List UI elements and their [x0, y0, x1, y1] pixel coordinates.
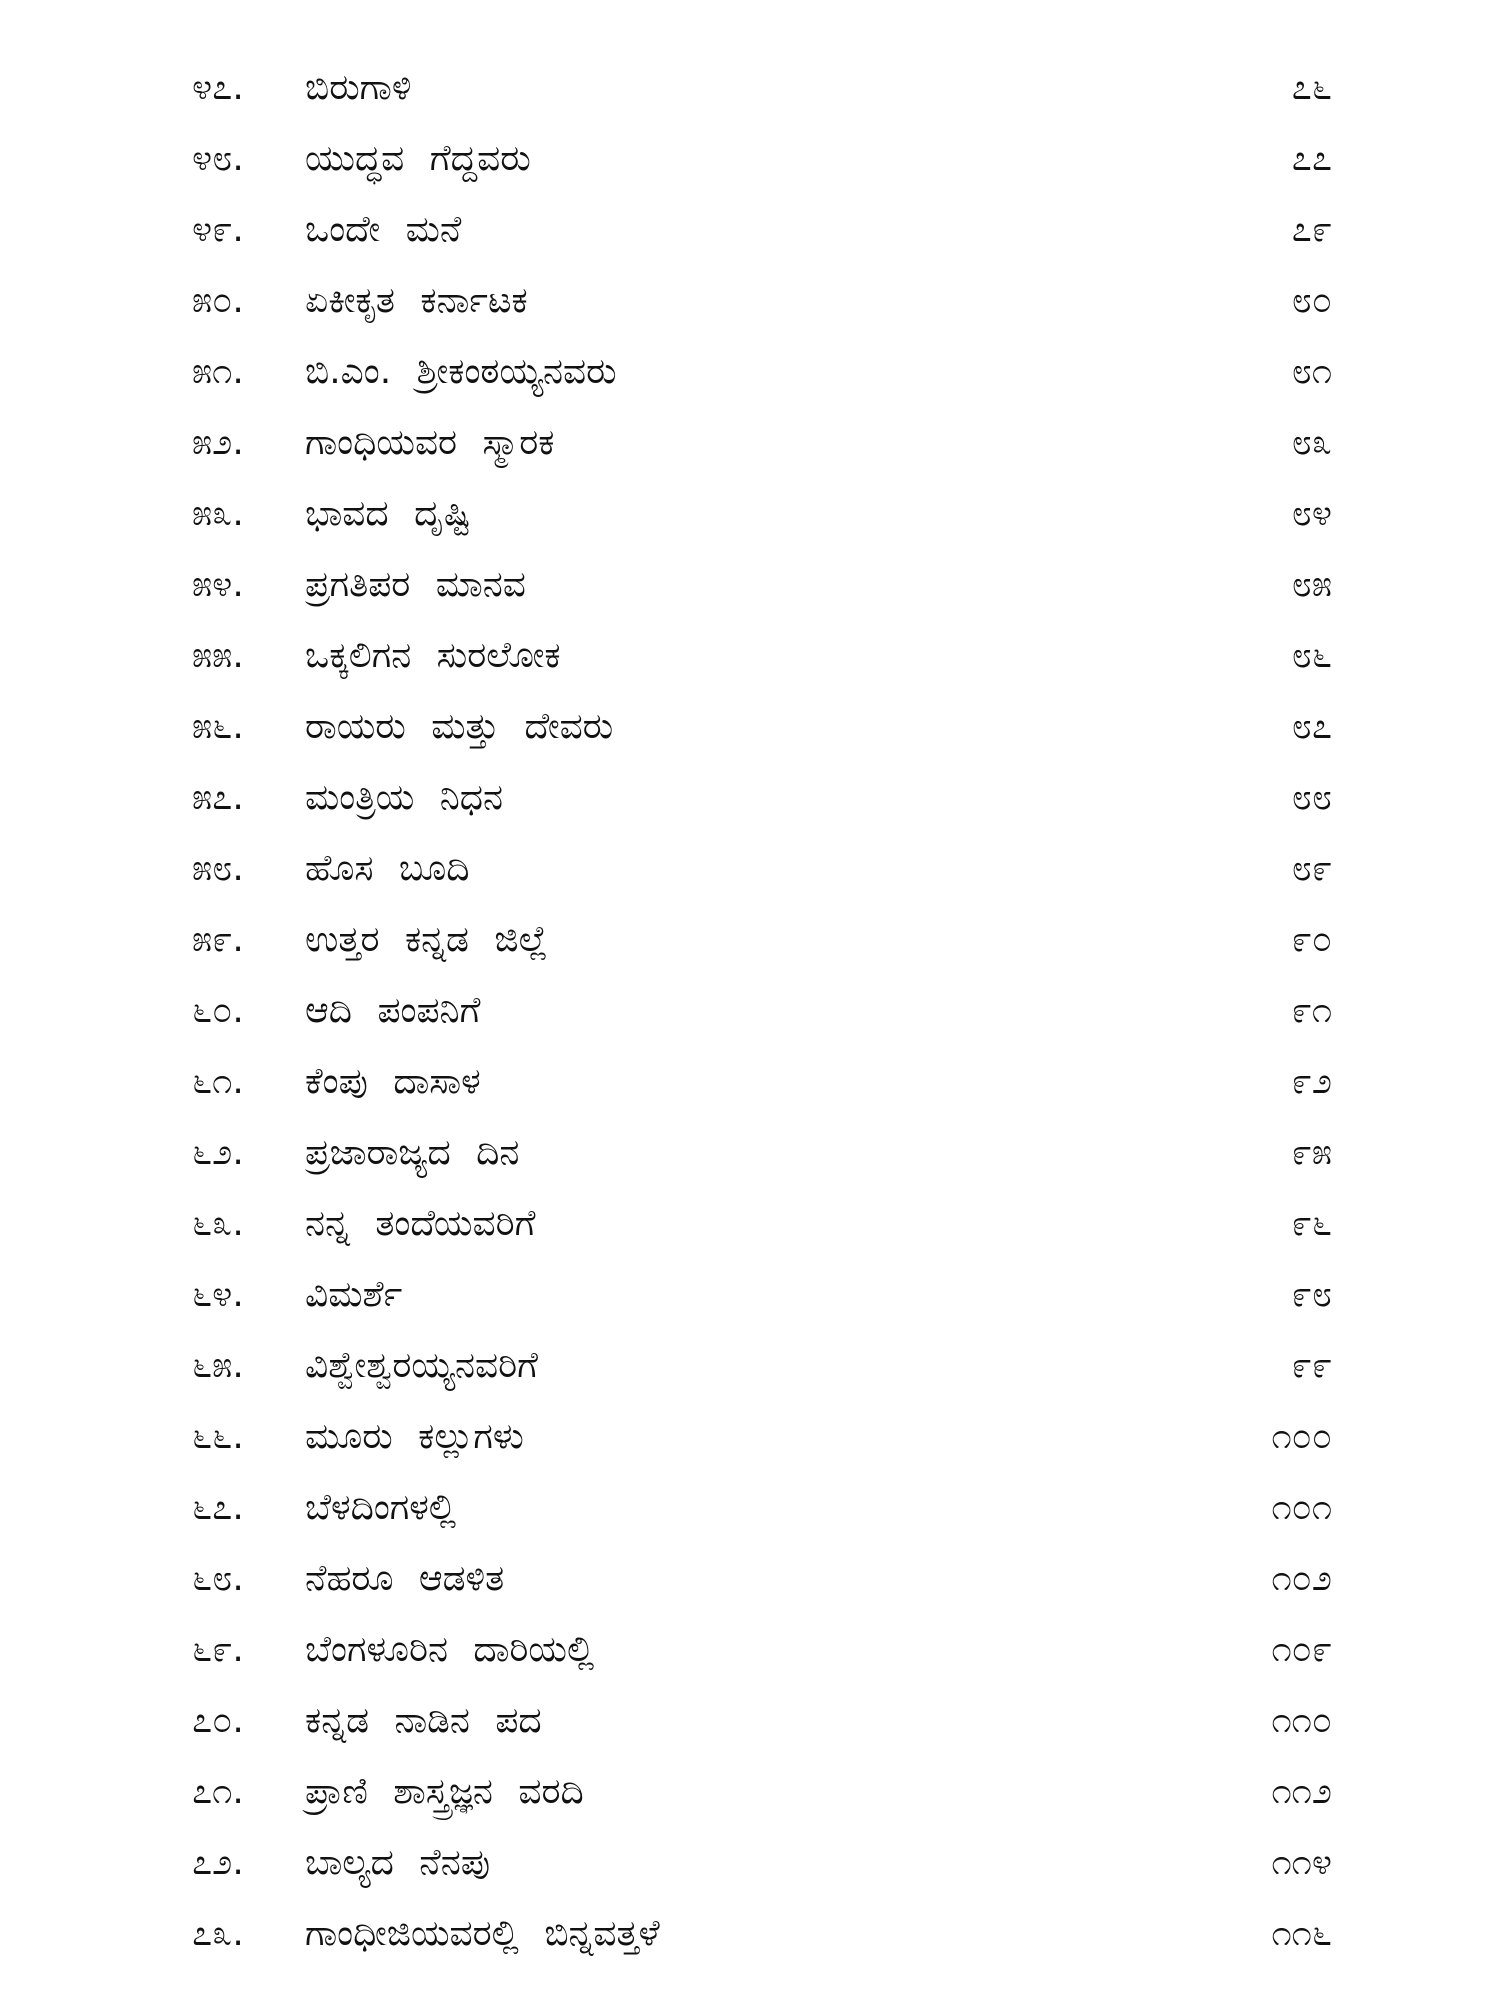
- entry-title: ಗಾಂಧಿಯವರ ಸ್ಮಾರಕ: [305, 422, 555, 463]
- entry-page: ೭೯: [1291, 209, 1332, 250]
- entry-title: ಕನ್ನಡ ನಾಡಿನ ಪದ: [305, 1700, 542, 1741]
- entry-page: ೮೭: [1291, 706, 1332, 747]
- entry-page: ೮೩: [1291, 422, 1332, 463]
- toc-entry: [0, 265, 1500, 336]
- entry-title: ಬಿ.ಎಂ. ಶ್ರೀಕಂಠಯ್ಯನವರು: [305, 351, 617, 392]
- entry-number: ೫೭.: [192, 777, 244, 818]
- toc-entry: [0, 1827, 1500, 1898]
- toc-entry: [0, 620, 1500, 691]
- toc-entry: [0, 1898, 1500, 1969]
- entry-title: ಬೆಳದಿಂಗಳಲ್ಲಿ: [305, 1487, 457, 1528]
- entry-page: ೭೭: [1291, 138, 1332, 179]
- toc-entry: [0, 549, 1500, 620]
- entry-number: ೭೦.: [192, 1700, 244, 1741]
- entry-title: ಕೆಂಪು ದಾಸಾಳ: [305, 1061, 481, 1102]
- entry-number: ೫೧.: [192, 351, 244, 392]
- entry-number: ೫೪.: [192, 564, 244, 605]
- entry-title: ಯುದ್ಧವ ಗೆದ್ದವರು: [305, 138, 531, 179]
- toc-entry: [0, 1401, 1500, 1472]
- toc-entry: [0, 1543, 1500, 1614]
- entry-page: ೧೦೨: [1271, 1558, 1332, 1599]
- entry-title: ಗಾಂಧೀಜಿಯವರಲ್ಲಿ ಬಿನ್ನವತ್ತಳೆ: [305, 1913, 660, 1954]
- entry-page: ೯೯: [1291, 1345, 1332, 1386]
- entry-number: ೬೯.: [192, 1629, 244, 1670]
- entry-number: ೪೭.: [192, 67, 244, 108]
- entry-number: ೬೩.: [192, 1203, 244, 1244]
- toc-entry: [0, 336, 1500, 407]
- toc-entry: [0, 1614, 1500, 1685]
- entry-page: ೧೦೦: [1271, 1416, 1332, 1457]
- entry-title: ಬಿರುಗಾಳಿ: [305, 67, 412, 108]
- entry-number: ೫೮.: [192, 848, 244, 889]
- entry-title: ನನ್ನ ತಂದೆಯವರಿಗೆ: [305, 1203, 536, 1244]
- entry-title: ಒಂದೇ ಮನೆ: [305, 209, 462, 250]
- entry-title: ಮಂತ್ರಿಯ ನಿಧನ: [305, 777, 504, 818]
- entry-page: ೮೧: [1291, 351, 1332, 392]
- entry-page: ೮೯: [1291, 848, 1332, 889]
- toc-entry: [0, 407, 1500, 478]
- entry-page: ೭೬: [1291, 67, 1332, 108]
- entry-page: ೧೧೬: [1271, 1913, 1332, 1954]
- entry-page: ೯೫: [1291, 1132, 1332, 1173]
- toc-entry: [0, 1259, 1500, 1330]
- entry-page: ೯೦: [1291, 919, 1332, 960]
- entry-number: ೬೨.: [192, 1132, 244, 1173]
- entry-page: ೯೬: [1291, 1203, 1332, 1244]
- entry-number: ೪೮.: [192, 138, 244, 179]
- entry-title: ರಾಯರು ಮತ್ತು ದೇವರು: [305, 706, 614, 747]
- entry-page: ೮೮: [1291, 777, 1332, 818]
- entry-number: ೬೪.: [192, 1274, 244, 1315]
- entry-page: ೧೧೨: [1271, 1771, 1332, 1812]
- entry-title: ಬಾಲ್ಯದ ನೆನಪು: [305, 1842, 491, 1883]
- entry-number: ೬೦.: [192, 990, 244, 1031]
- table-of-contents: [0, 52, 1500, 1972]
- toc-entry: [0, 123, 1500, 194]
- toc-entry: [0, 194, 1500, 265]
- entry-title: ನೆಹರೂ ಆಡಳಿತ: [305, 1558, 505, 1599]
- entry-title: ಒಕ್ಕಲಿಗನ ಸುರಲೋಕ: [305, 635, 561, 676]
- entry-page: ೯೨: [1291, 1061, 1332, 1102]
- entry-number: ೬೭.: [192, 1487, 244, 1528]
- entry-page: ೮೫: [1291, 564, 1332, 605]
- entry-title: ಬೆಂಗಳೂರಿನ ದಾರಿಯಲ್ಲಿ: [305, 1629, 595, 1670]
- toc-entry: [0, 1756, 1500, 1827]
- entry-page: ೧೦೯: [1271, 1629, 1332, 1670]
- entry-number: ೪೯.: [192, 209, 244, 250]
- entry-number: ೫೦.: [192, 280, 244, 321]
- entry-number: ೬೮.: [192, 1558, 244, 1599]
- entry-number: ೭೩.: [192, 1913, 244, 1954]
- entry-page: ೮೦: [1291, 280, 1332, 321]
- entry-page: ೯೧: [1291, 990, 1332, 1031]
- entry-title: ವಿಮರ್ಶೆ: [305, 1274, 403, 1315]
- toc-entry: [0, 1117, 1500, 1188]
- entry-title: ಉತ್ತರ ಕನ್ನಡ ಜಿಲ್ಲೆ: [305, 919, 548, 960]
- entry-number: ೫೨.: [192, 422, 244, 463]
- toc-entry: [0, 52, 1500, 123]
- entry-title: ಪ್ರಜಾರಾಜ್ಯದ ದಿನ: [305, 1132, 520, 1173]
- entry-title: ಭಾವದ ದೃಷ್ಟಿ: [305, 493, 471, 534]
- entry-number: ೫೬.: [192, 706, 244, 747]
- entry-title: ಪ್ರಗತಿಪರ ಮಾನವ: [305, 564, 526, 605]
- toc-entry: [0, 1685, 1500, 1756]
- entry-number: ೫೫.: [192, 635, 244, 676]
- entry-page: ೧೧೦: [1271, 1700, 1332, 1741]
- toc-entry: [0, 762, 1500, 833]
- entry-page: ೧೧೪: [1271, 1842, 1332, 1883]
- entry-number: ೭೨.: [192, 1842, 244, 1883]
- toc-entry: [0, 1472, 1500, 1543]
- toc-entry: [0, 975, 1500, 1046]
- entry-title: ಏಕೀಕೃತ ಕರ್ನಾಟಕ: [305, 280, 528, 321]
- toc-entry: [0, 1330, 1500, 1401]
- entry-title: ಹೊಸ ಬೂದಿ: [305, 848, 470, 889]
- toc-entry: [0, 691, 1500, 762]
- toc-entry: [0, 1046, 1500, 1117]
- entry-number: ೫೩.: [192, 493, 244, 534]
- entry-title: ಪ್ರಾಣಿ ಶಾಸ್ತ್ರಜ್ಞನ ವರದಿ: [305, 1771, 584, 1812]
- entry-number: ೫೯.: [192, 919, 244, 960]
- toc-entry: [0, 904, 1500, 975]
- entry-title: ಮೂರು ಕಲ್ಲುಗಳು: [305, 1416, 524, 1457]
- entry-page: ೯೮: [1291, 1274, 1332, 1315]
- entry-number: ೬೫.: [192, 1345, 244, 1386]
- toc-entry: [0, 1188, 1500, 1259]
- entry-number: ೬೧.: [192, 1061, 244, 1102]
- entry-page: ೮೪: [1291, 493, 1332, 534]
- entry-page: ೧೦೧: [1271, 1487, 1332, 1528]
- toc-entry: [0, 478, 1500, 549]
- entry-title: ಆದಿ ಪಂಪನಿಗೆ: [305, 990, 481, 1031]
- entry-title: ವಿಶ್ವೇಶ್ವರಯ್ಯನವರಿಗೆ: [305, 1345, 538, 1386]
- entry-number: ೭೧.: [192, 1771, 244, 1812]
- entry-page: ೮೬: [1291, 635, 1332, 676]
- entry-number: ೬೬.: [192, 1416, 244, 1457]
- toc-entry: [0, 833, 1500, 904]
